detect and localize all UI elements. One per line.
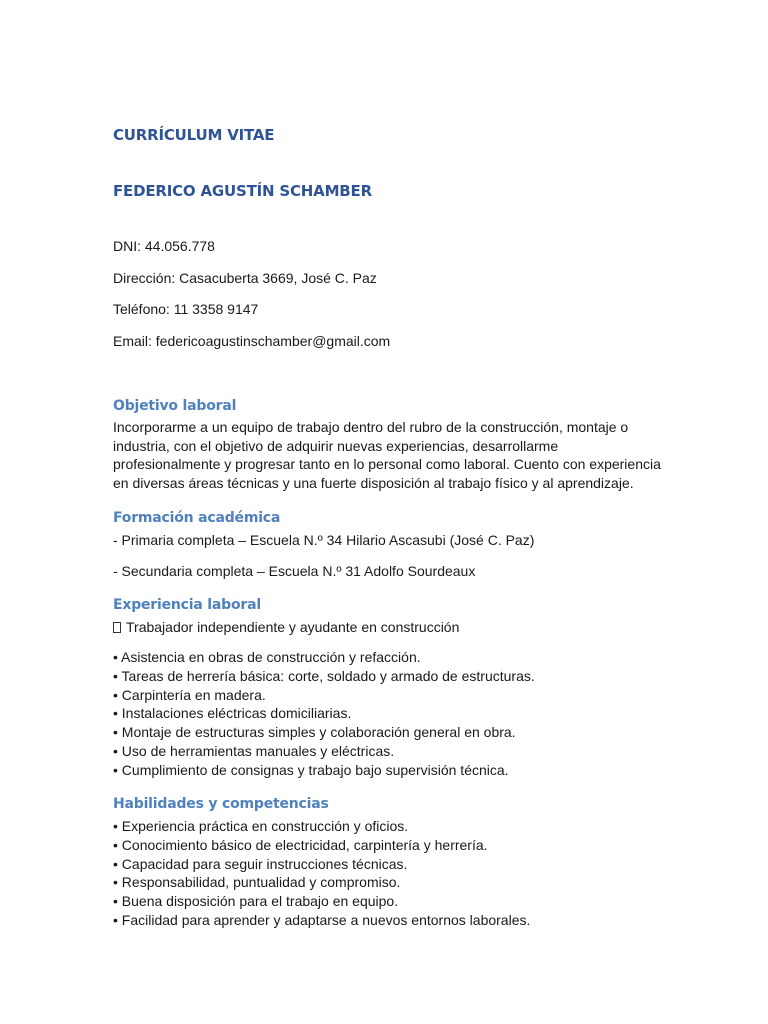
contact-email: Email: federicoagustinschamber@gmail.com xyxy=(113,333,391,349)
contact-dni: DNI: 44.056.778 xyxy=(113,238,215,254)
objective-heading: Objetivo laboral xyxy=(113,398,237,414)
list-item: • Facilidad para aprender y adaptarse a nuevos entornos laborales. xyxy=(113,911,531,928)
education-item-secondary: - Secundaria completa – Escuela N.º 31 Adolfo Sourdeaux xyxy=(113,563,476,579)
list-item: • Asistencia en obras de construcción y refacción. xyxy=(113,649,421,665)
document-title: CURRÍCULUM VITAE xyxy=(113,126,275,144)
list-item: • Responsabilidad, puntualidad y compromiso. xyxy=(113,874,401,891)
list-item: • Capacidad para seguir instrucciones técnicas. xyxy=(113,855,408,872)
objective-text: Incorporarme a un equipo de trabajo dentro del rubro de la construcción, montaje o industria, con el objetivo de adquirir nuevas experiencias, desarrollarme profesionalmente y progresar tanto en lo personal como laboral. Cuento con experiencia en diversas áreas técnicas y una fuerte disposición al trabajo físico y al aprendizaje. xyxy=(113,419,661,491)
skills-list xyxy=(113,817,530,930)
contact-phone: Teléfono: 11 3358 9147 xyxy=(113,301,259,317)
list-item: • Buena disposición para el trabajo en equipo. xyxy=(113,893,399,910)
skills-heading: Habilidades y competencias xyxy=(113,796,329,812)
list-item: • Conocimiento básico de electricidad, carpintería y herrería. xyxy=(113,836,488,853)
person-name: FEDERICO AGUSTÍN SCHAMBER xyxy=(113,182,372,200)
experience-list xyxy=(113,648,535,780)
list-item: • Uso de herramientas manuales y eléctricas. xyxy=(113,742,395,759)
experience-job-title xyxy=(113,618,459,636)
experience-job-title-text: Trabajador independiente y ayudante en construcción xyxy=(126,619,460,635)
education-item-primary: - Primaria completa – Escuela N.º 34 Hilario Ascasubi (José C. Paz) xyxy=(113,532,535,548)
list-item: • Experiencia práctica en construcción y oficios. xyxy=(113,818,409,834)
experience-heading: Experiencia laboral xyxy=(113,597,261,613)
list-item: • Cumplimiento de consignas y trabajo bajo supervisión técnica. xyxy=(113,761,509,778)
checkbox-icon xyxy=(113,622,121,633)
list-item: • Tareas de herrería básica: corte, soldado y armado de estructuras. xyxy=(113,667,535,684)
contact-address: Dirección: Casacuberta 3669, José C. Paz xyxy=(113,270,377,286)
list-item: • Instalaciones eléctricas domiciliarias. xyxy=(113,705,352,722)
list-item: • Carpintería en madera. xyxy=(113,686,266,703)
education-heading: Formación académica xyxy=(113,510,281,526)
list-item: • Montaje de estructuras simples y colaboración general en obra. xyxy=(113,724,516,741)
